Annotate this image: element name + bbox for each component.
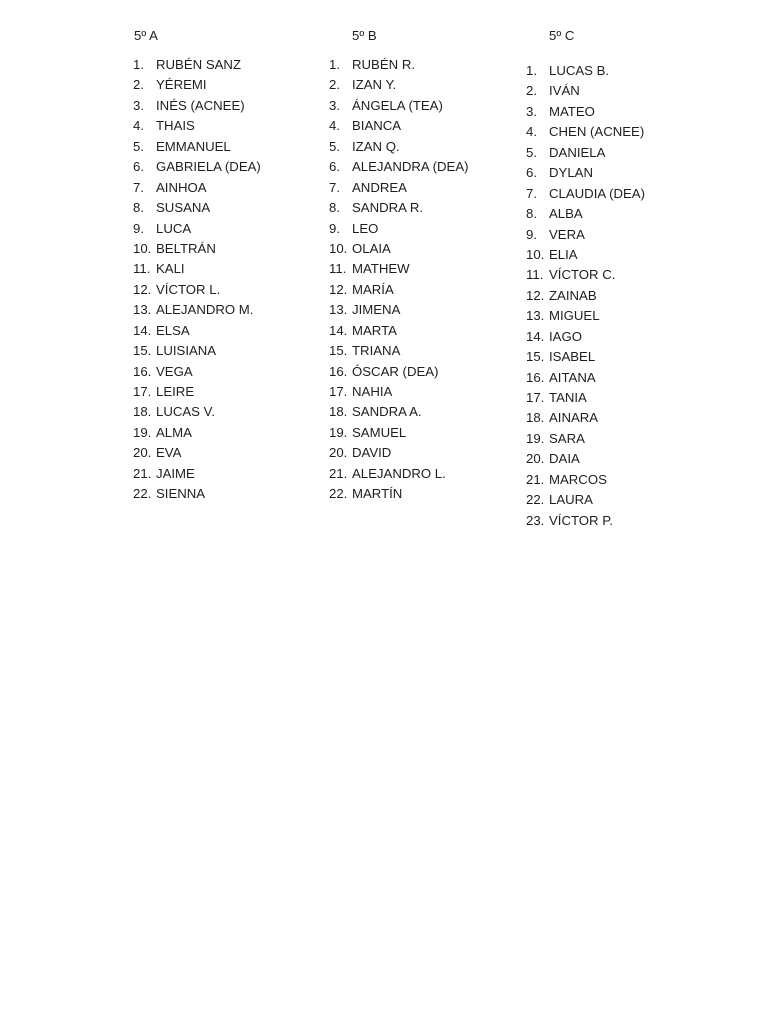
list-number: 14.: [329, 322, 348, 338]
student-name: LAURA: [549, 492, 593, 508]
list-number: 4.: [133, 118, 144, 134]
list-number: 19.: [133, 424, 152, 440]
list-number: 14.: [526, 328, 545, 344]
student-name: LUCA: [156, 220, 192, 236]
list-number: 2.: [526, 83, 537, 99]
student-name: MARTÍN: [352, 486, 403, 502]
student-list-item: [329, 443, 469, 463]
list-number: 8.: [133, 200, 144, 216]
list-number: 1.: [526, 63, 537, 78]
student-name: LUISIANA: [156, 343, 217, 359]
list-number: 19.: [329, 424, 348, 440]
list-number: 18.: [133, 404, 152, 420]
student-list-item: [526, 470, 645, 490]
list-number: 15.: [329, 343, 348, 359]
student-list-item: [526, 408, 645, 428]
student-list-item: [526, 184, 645, 204]
student-name: SAMUEL: [352, 424, 407, 440]
class-column-5b: [329, 27, 469, 505]
student-name: EMMANUEL: [156, 138, 231, 154]
student-list-item: [133, 484, 261, 504]
student-list-item: [133, 443, 261, 463]
student-name: ELSA: [156, 322, 190, 338]
student-name: EVA: [156, 445, 182, 461]
student-name: IZAN Y.: [352, 77, 397, 93]
student-list-item: [526, 347, 645, 367]
student-list-item: [133, 321, 261, 341]
student-list-item: [526, 388, 645, 408]
list-number: 16.: [133, 363, 152, 379]
list-number: 8.: [526, 206, 537, 222]
student-list-item: [526, 81, 645, 101]
class-column-5a: [133, 27, 261, 505]
student-name: TANIA: [549, 390, 587, 405]
student-list-item: [133, 178, 261, 198]
list-number: 4.: [526, 124, 537, 140]
student-list-item: [329, 178, 469, 198]
student-name: MARTA: [352, 322, 397, 338]
list-number: 1.: [133, 57, 144, 72]
student-name: AITANA: [549, 369, 596, 385]
student-name: MARCOS: [549, 471, 607, 487]
student-list-item: [329, 198, 469, 218]
list-number: 9.: [329, 220, 340, 236]
list-number: 12.: [329, 281, 348, 297]
student-list-item: [329, 137, 469, 157]
student-name: ANDREA: [352, 179, 407, 195]
list-number: 14.: [133, 322, 152, 338]
student-name: ALMA: [156, 424, 192, 440]
student-name: MATEO: [549, 103, 595, 119]
student-list-item: [329, 116, 469, 136]
list-number: 3.: [526, 103, 537, 119]
list-number: 9.: [133, 220, 144, 236]
list-number: 22.: [133, 486, 152, 502]
list-number: 21.: [526, 471, 545, 487]
student-name: DAVID: [352, 445, 392, 461]
student-list-item: [133, 402, 261, 422]
student-list-item: [133, 362, 261, 382]
student-name: ÓSCAR (DEA): [352, 363, 439, 379]
list-number: 2.: [133, 77, 144, 93]
student-name: GABRIELA (DEA): [156, 159, 261, 175]
student-list-item: [133, 382, 261, 402]
list-number: 12.: [133, 281, 152, 297]
student-list: [526, 61, 645, 531]
student-list-item: [526, 204, 645, 224]
list-number: 10.: [526, 246, 545, 262]
student-name: AINARA: [549, 410, 599, 426]
student-name: ALEJANDRO M.: [156, 302, 254, 318]
list-number: 15.: [133, 343, 152, 359]
student-list-item: [329, 55, 469, 75]
student-name: VÍCTOR L.: [156, 281, 221, 297]
list-number: 23.: [526, 512, 545, 528]
student-list-item: [133, 137, 261, 157]
class-heading: 5º B: [352, 28, 377, 43]
student-name: THAIS: [156, 118, 195, 134]
student-list-item: [133, 423, 261, 443]
list-number: 10.: [329, 240, 348, 256]
student-list-item: [133, 280, 261, 300]
student-list-item: [526, 143, 645, 163]
list-number: 15.: [526, 349, 545, 365]
student-name: SANDRA R.: [352, 200, 424, 216]
list-number: 3.: [133, 97, 144, 113]
student-name: LEIRE: [156, 384, 195, 399]
student-name: SIENNA: [156, 486, 206, 502]
student-list-item: [526, 490, 645, 510]
student-name: TRIANA: [352, 343, 401, 359]
list-number: 20.: [329, 445, 348, 461]
student-list-item: [329, 484, 469, 504]
student-name: ALEJANDRA (DEA): [352, 159, 469, 175]
student-list-item: [133, 300, 261, 320]
student-list-item: [526, 286, 645, 306]
student-name: CHEN (ACNEE): [549, 124, 645, 140]
student-name: VÍCTOR P.: [549, 512, 614, 528]
list-number: 11.: [133, 261, 151, 277]
list-number: 3.: [329, 97, 340, 113]
student-name: NAHIA: [352, 384, 393, 399]
student-list-item: [133, 219, 261, 239]
student-list-item: [133, 341, 261, 361]
student-list-item: [329, 259, 469, 279]
student-list: [329, 55, 469, 505]
student-name: VERA: [549, 226, 585, 242]
student-name: CLAUDIA (DEA): [549, 185, 645, 201]
student-name: VÍCTOR C.: [549, 267, 616, 283]
student-name: SARA: [549, 430, 585, 446]
list-number: 1.: [329, 57, 340, 72]
student-list-item: [526, 122, 645, 142]
list-number: 6.: [526, 165, 537, 181]
list-number: 18.: [526, 410, 545, 426]
list-number: 5.: [133, 138, 144, 154]
student-name: INÉS (ACNEE): [156, 97, 245, 113]
student-list-item: [526, 163, 645, 183]
student-list-item: [329, 423, 469, 443]
student-name: BIANCA: [352, 118, 402, 134]
class-heading: 5º A: [134, 28, 158, 43]
student-name: ÁNGELA (TEA): [352, 97, 443, 113]
list-number: 17.: [526, 390, 545, 405]
student-name: RUBÉN SANZ: [156, 57, 241, 72]
student-list-item: [329, 464, 469, 484]
student-list-item: [329, 321, 469, 341]
student-name: DYLAN: [549, 165, 593, 181]
list-number: 21.: [329, 465, 348, 481]
student-name: ELIA: [549, 246, 578, 262]
list-number: 8.: [329, 200, 340, 216]
student-name: DANIELA: [549, 144, 606, 160]
student-name: ZAINAB: [549, 287, 597, 303]
list-number: 6.: [133, 159, 144, 175]
student-name: ALBA: [549, 206, 583, 222]
student-list-item: [329, 157, 469, 177]
student-name: AINHOA: [156, 179, 207, 195]
student-list-item: [526, 225, 645, 245]
list-number: 18.: [329, 404, 348, 420]
list-number: 20.: [133, 445, 152, 461]
student-name: DAIA: [549, 451, 580, 467]
student-list-item: [526, 511, 645, 531]
student-list-item: [133, 96, 261, 116]
student-name: JAIME: [156, 465, 195, 481]
student-list-item: [329, 382, 469, 402]
student-name: SANDRA A.: [352, 404, 422, 420]
student-name: BELTRÁN: [156, 240, 216, 256]
student-name: MARÍA: [352, 281, 394, 297]
list-number: 9.: [526, 226, 537, 242]
student-list-item: [526, 265, 645, 285]
student-name: MATHEW: [352, 261, 410, 277]
student-list-item: [329, 96, 469, 116]
student-name: LEO: [352, 220, 379, 236]
student-list-item: [329, 239, 469, 259]
student-list-item: [329, 362, 469, 382]
list-number: 12.: [526, 287, 545, 303]
list-number: 13.: [526, 308, 545, 324]
list-number: 6.: [329, 159, 340, 175]
class-heading: 5º C: [549, 28, 575, 43]
list-number: 11.: [526, 267, 544, 283]
student-list-item: [133, 157, 261, 177]
list-number: 13.: [133, 302, 152, 318]
student-name: IVÁN: [549, 83, 580, 99]
list-number: 5.: [526, 144, 537, 160]
list-number: 16.: [526, 369, 545, 385]
student-name: VEGA: [156, 363, 193, 379]
student-list-item: [526, 368, 645, 388]
list-number: 7.: [526, 185, 537, 201]
student-list-item: [329, 402, 469, 422]
student-name: ALEJANDRO L.: [352, 465, 446, 481]
list-number: 2.: [329, 77, 340, 93]
list-number: 7.: [133, 179, 144, 195]
list-number: 22.: [526, 492, 545, 508]
list-number: 20.: [526, 451, 545, 467]
student-list-item: [526, 102, 645, 122]
student-list-item: [526, 327, 645, 347]
student-list-item: [133, 116, 261, 136]
list-number: 21.: [133, 465, 152, 481]
student-list-item: [133, 464, 261, 484]
student-list-item: [133, 198, 261, 218]
list-number: 13.: [329, 302, 348, 318]
student-name: JIMENA: [352, 302, 401, 318]
student-list-item: [133, 55, 261, 75]
student-list-item: [526, 306, 645, 326]
list-number: 17.: [329, 384, 348, 399]
student-list-item: [329, 75, 469, 95]
student-list-item: [526, 449, 645, 469]
student-name: ISABEL: [549, 349, 596, 365]
student-name: LUCAS B.: [549, 63, 610, 78]
student-list-item: [526, 61, 645, 81]
list-number: 16.: [329, 363, 348, 379]
list-number: 5.: [329, 138, 340, 154]
list-number: 11.: [329, 261, 347, 277]
student-name: OLAIA: [352, 240, 391, 256]
student-list-item: [526, 245, 645, 265]
list-number: 17.: [133, 384, 152, 399]
student-list-item: [329, 280, 469, 300]
student-list-item: [329, 300, 469, 320]
student-list-item: [329, 219, 469, 239]
list-number: 19.: [526, 430, 545, 446]
student-name: MIGUEL: [549, 308, 600, 324]
student-name: IAGO: [549, 328, 582, 344]
student-list-item: [133, 239, 261, 259]
list-number: 7.: [329, 179, 340, 195]
list-number: 4.: [329, 118, 340, 134]
student-list-item: [133, 259, 261, 279]
list-number: 10.: [133, 240, 152, 256]
student-name: IZAN Q.: [352, 138, 400, 154]
student-name: RUBÉN R.: [352, 57, 416, 72]
student-name: KALI: [156, 261, 185, 277]
student-list-item: [526, 429, 645, 449]
list-number: 22.: [329, 486, 348, 502]
class-column-5c: [526, 27, 645, 531]
student-name: LUCAS V.: [156, 404, 215, 420]
student-list: [133, 55, 261, 505]
student-name: SUSANA: [156, 200, 211, 216]
student-name: YÉREMI: [156, 77, 207, 93]
student-list-item: [133, 75, 261, 95]
student-list-item: [329, 341, 469, 361]
